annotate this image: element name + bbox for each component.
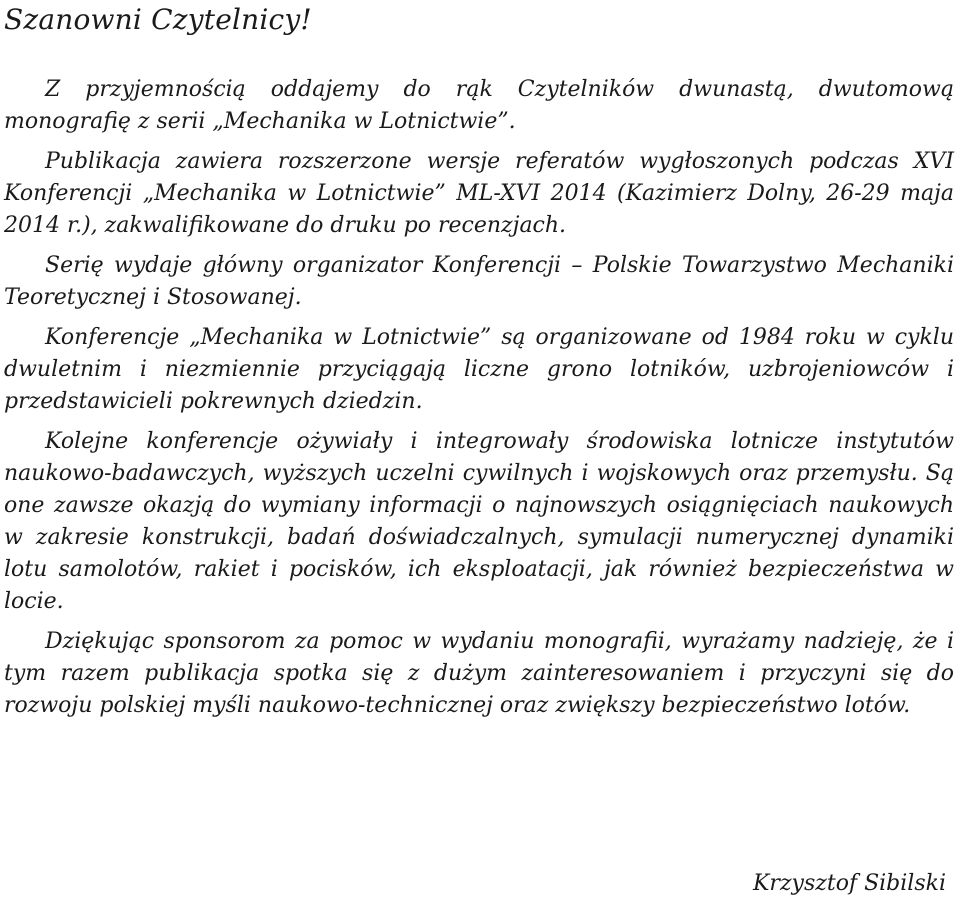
paragraph-integration: Kolejne konferencje ożywiały i integrowały środowiska lotnicze instytutów naukowo-badawczych, wyższych uczelni cywilnych i wojskowych oraz przemysłu. Są one zawsze okazją do wymiany informacji o najnowszych osiągnięciach naukowych w zakresie konstrukcji, badań doświadczalnych, symulacji numerycznej dynamiki lotu samolotów, rakiet i pocisków, ich eksploatacji, jak również bezpieczeństwa w locie.	[4, 429, 954, 614]
paragraph-intro: Z przyjemnością oddajemy do rąk Czytelników dwunastą, dwutomową monografię z serii „Mechanika w Lotnictwie”.	[4, 77, 954, 134]
paragraph-conferences: Konferencje „Mechanika w Lotnictwie” są organizowane od 1984 roku w cyklu dwuletnim i niezmiennie przyciągają liczne grono lotników, uzbrojeniowców i przedstawicieli pokrewnych dziedzin.	[4, 325, 954, 414]
paragraph-publication: Publikacja zawiera rozszerzone wersje referatów wygłoszonych podczas XVI Konferencji „Mechanika w Lotnictwie” ML-XVI 2014 (Kazimierz Dolny, 26-29 maja 2014 r.), zakwalifikowane do druku po recenzjach.	[4, 149, 954, 238]
greeting-heading: Szanowni Czytelnicy!	[4, 3, 312, 36]
paragraph-thanks: Dziękując sponsorom za pomoc w wydaniu monografii, wyrażamy nadzieję, że i tym razem publikacja spotka się z dużym zainteresowaniem i przyczyni się do rozwoju polskiej myśli naukowo-technicznej oraz zwiększy bezpieczeństwo lotów.	[4, 629, 954, 718]
paragraph-series: Serię wydaje główny organizator Konferencji – Polskie Towarzystwo Mechaniki Teoretycznej i Stosowanej.	[4, 253, 954, 310]
signature: Krzysztof Sibilski	[753, 871, 946, 896]
letter-body	[4, 74, 954, 730]
